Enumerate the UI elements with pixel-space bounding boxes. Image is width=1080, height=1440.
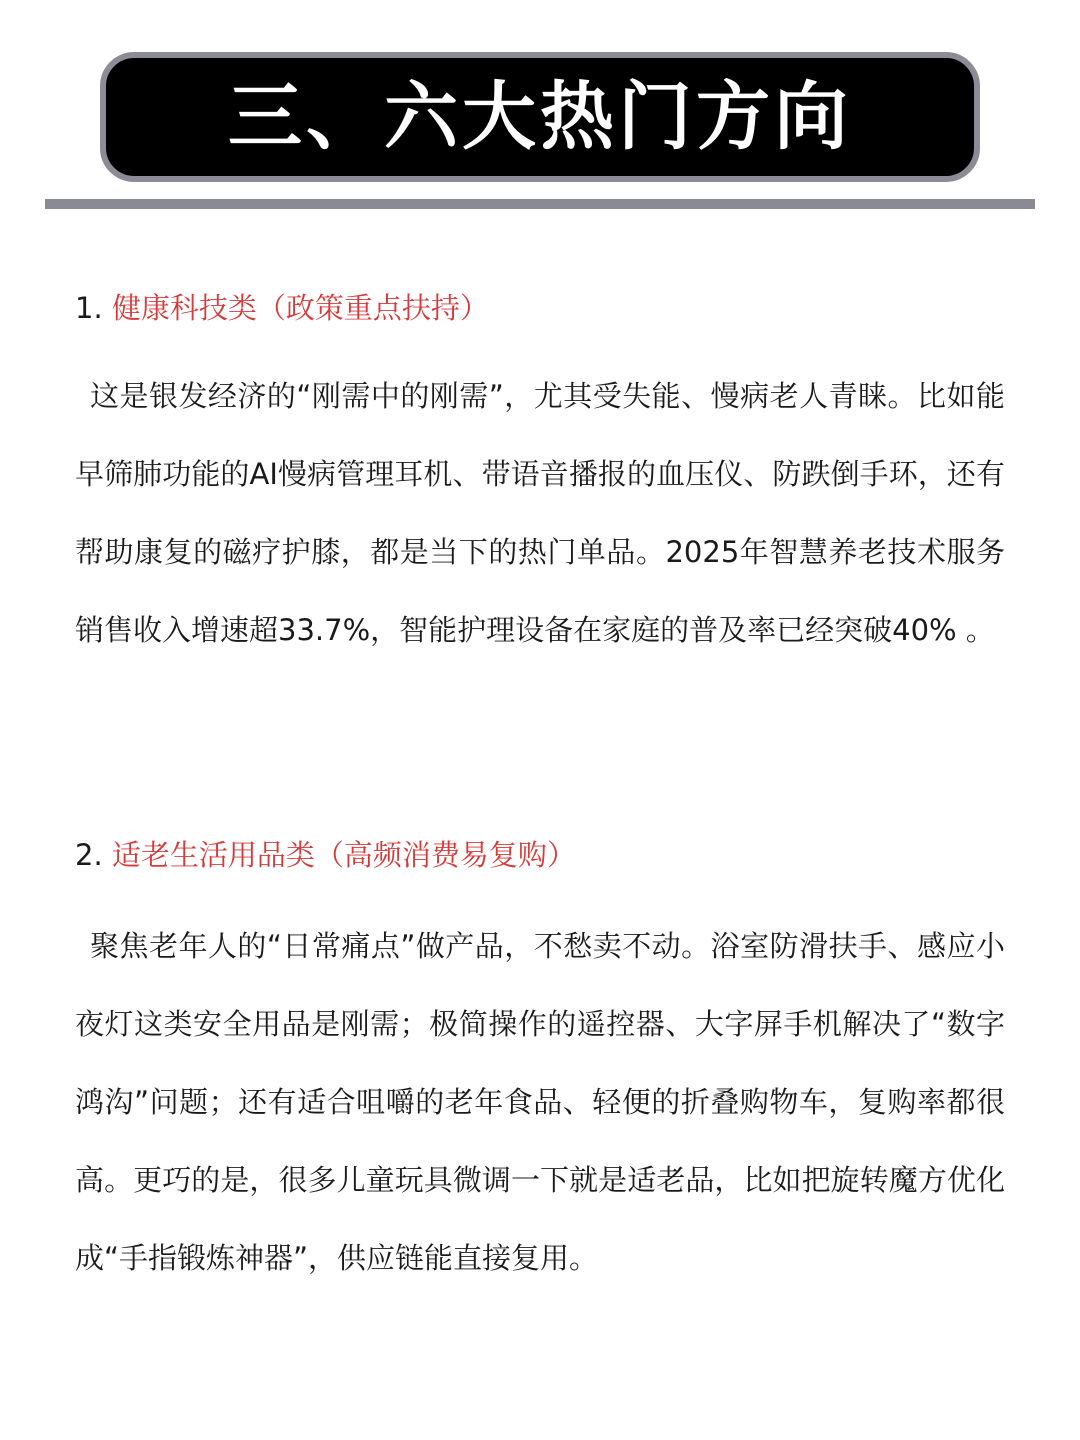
section-body: 这是银发经济的“刚需中的刚需”，尤其受失能、慢病老人青睐。比如能早筛肺功能的AI慢病管理耳机、带语音播报的血压仪、防跌倒手环，还有帮助康复的磁疗护膝，都是当下的热门单品。2025年智慧养老技术服务销售收入增速超33.7%，智能护理设备在家庭的普及率已经突破40% 。	[75, 379, 1005, 647]
divider	[45, 199, 1035, 209]
section-title: 适老生活用品类（高频消费易复购）	[111, 838, 576, 872]
page-title: 三、六大热门方向	[228, 74, 852, 160]
section-body: 聚焦老年人的“日常痛点”做产品，不愁卖不动。浴室防滑扶手、感应小夜灯这类安全用品是刚需；极简操作的遥控器、大字屏手机解决了“数字鸿沟”问题；还有适合咀嚼的老年食品、轻便的折叠购物车，复购率都很高。更巧的是，很多儿童玩具微调一下就是适老品，比如把旋转魔方优化成“手指锻炼神器”，供应链能直接复用。	[75, 929, 1005, 1275]
section-number: 2.	[75, 838, 112, 872]
section-title: 健康科技类（政策重点扶持）	[111, 291, 489, 325]
section-health-tech	[75, 282, 1005, 669]
section-number: 1.	[75, 291, 112, 325]
section-heading	[75, 829, 1005, 881]
title-banner	[100, 52, 980, 182]
section-heading	[75, 282, 1005, 334]
section-elderly-goods	[75, 829, 1005, 1297]
